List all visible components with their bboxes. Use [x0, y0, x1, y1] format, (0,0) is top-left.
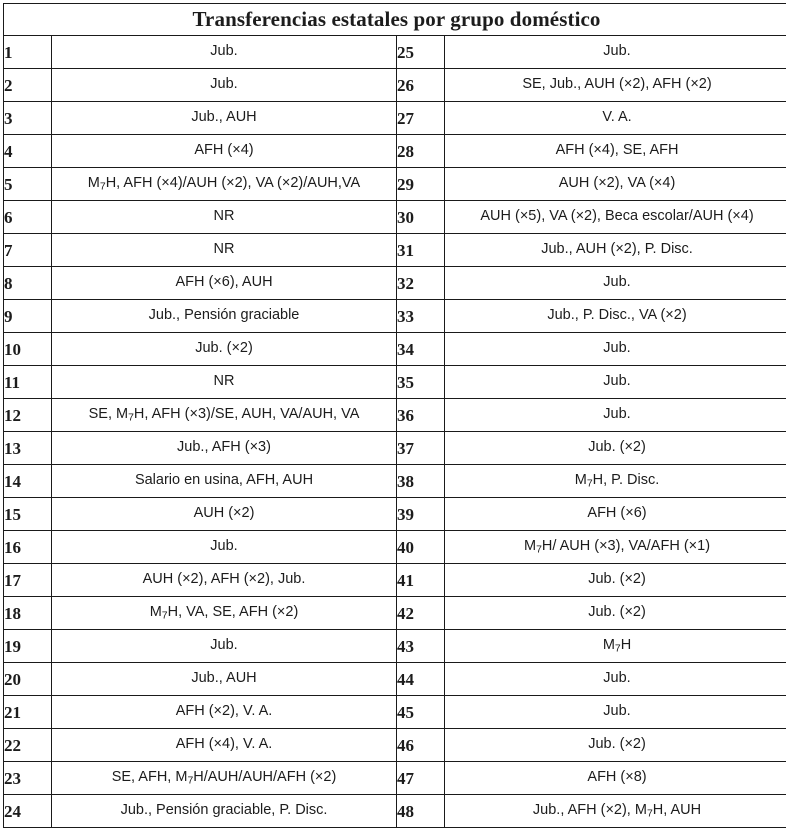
row-transfers-value: Jub.: [52, 36, 397, 69]
row-transfers-value: AFH (×4): [52, 135, 397, 168]
row-index: 18: [4, 597, 52, 630]
table-row: [4, 795, 786, 828]
table-row: [4, 135, 786, 168]
row-index: 33: [397, 300, 445, 333]
row-transfers-value: Jub.: [445, 663, 786, 696]
row-index: 22: [4, 729, 52, 762]
row-index: 24: [4, 795, 52, 828]
table-row: [4, 762, 786, 795]
row-index: 44: [397, 663, 445, 696]
table-row: [4, 597, 786, 630]
table-row: [4, 531, 786, 564]
row-index: 5: [4, 168, 52, 201]
row-index: 8: [4, 267, 52, 300]
row-index: 6: [4, 201, 52, 234]
row-transfers-value: Jub.: [445, 36, 786, 69]
table-row: [4, 729, 786, 762]
table-title-row: [4, 4, 786, 36]
row-transfers-value: Jub. (×2): [445, 729, 786, 762]
row-index: 19: [4, 630, 52, 663]
row-transfers-value: SE, AFH, $M_7H/AUH/AUH$/AFH (×2): [52, 762, 397, 795]
table-row: [4, 168, 786, 201]
row-transfers-value: Jub.: [445, 696, 786, 729]
row-transfers-value: Jub. (×2): [445, 564, 786, 597]
table-row: [4, 102, 786, 135]
row-index: 32: [397, 267, 445, 300]
row-transfers-value: NR: [52, 366, 397, 399]
row-index: 2: [4, 69, 52, 102]
row-index: 34: [397, 333, 445, 366]
row-index: 27: [397, 102, 445, 135]
row-transfers-value: $M_7H/$ AUH (×3), VA/AFH (×1): [445, 531, 786, 564]
row-index: 31: [397, 234, 445, 267]
row-transfers-value: Salario en usina, AFH, AUH: [52, 465, 397, 498]
row-index: 20: [4, 663, 52, 696]
row-transfers-value: $M_7H$, P. Disc.: [445, 465, 786, 498]
row-transfers-value: AUH (×2), VA (×4): [445, 168, 786, 201]
row-transfers-value: Jub., Pensión graciable, P. Disc.: [52, 795, 397, 828]
row-transfers-value: AFH (×6), AUH: [52, 267, 397, 300]
table-row: [4, 465, 786, 498]
table-row: [4, 234, 786, 267]
row-transfers-value: AUH (×5), VA (×2), Beca escolar/AUH (×4): [445, 201, 786, 234]
table-row: [4, 399, 786, 432]
table-row: [4, 333, 786, 366]
row-transfers-value: NR: [52, 201, 397, 234]
row-transfers-value: V. A.: [445, 102, 786, 135]
row-index: 29: [397, 168, 445, 201]
row-transfers-value: Jub., P. Disc., VA (×2): [445, 300, 786, 333]
row-transfers-value: Jub.: [52, 531, 397, 564]
row-transfers-value: AFH (×8): [445, 762, 786, 795]
table-row: [4, 696, 786, 729]
row-transfers-value: Jub. (×2): [445, 432, 786, 465]
row-index: 16: [4, 531, 52, 564]
row-index: 48: [397, 795, 445, 828]
page-title: Transferencias estatales por grupo doméstico: [4, 4, 786, 36]
row-index: 23: [4, 762, 52, 795]
row-index: 47: [397, 762, 445, 795]
table-row: [4, 267, 786, 300]
table-row: [4, 432, 786, 465]
row-transfers-value: Jub.: [445, 399, 786, 432]
row-index: 46: [397, 729, 445, 762]
row-index: 42: [397, 597, 445, 630]
row-index: 10: [4, 333, 52, 366]
row-transfers-value: SE, Jub., AUH (×2), AFH (×2): [445, 69, 786, 102]
row-index: 26: [397, 69, 445, 102]
row-index: 7: [4, 234, 52, 267]
row-transfers-value: Jub., Pensión graciable: [52, 300, 397, 333]
transfers-table: [3, 3, 786, 828]
row-index: 11: [4, 366, 52, 399]
row-transfers-value: Jub., AFH (×3): [52, 432, 397, 465]
table-row: [4, 69, 786, 102]
row-index: 15: [4, 498, 52, 531]
row-index: 43: [397, 630, 445, 663]
row-index: 41: [397, 564, 445, 597]
row-index: 36: [397, 399, 445, 432]
table-row: [4, 498, 786, 531]
row-index: 39: [397, 498, 445, 531]
table-row: [4, 201, 786, 234]
row-transfers-value: Jub.: [52, 630, 397, 663]
row-transfers-value: SE, $M_7H$, AFH (×3)/SE, AUH, VA/AUH, VA: [52, 399, 397, 432]
row-index: 35: [397, 366, 445, 399]
row-transfers-value: AFH (×4), SE, AFH: [445, 135, 786, 168]
row-index: 21: [4, 696, 52, 729]
row-index: 12: [4, 399, 52, 432]
row-transfers-value: Jub., AUH (×2), P. Disc.: [445, 234, 786, 267]
row-transfers-value: AUH (×2), AFH (×2), Jub.: [52, 564, 397, 597]
row-index: 13: [4, 432, 52, 465]
row-index: 37: [397, 432, 445, 465]
row-transfers-value: NR: [52, 234, 397, 267]
row-transfers-value: Jub.: [445, 267, 786, 300]
row-transfers-value: Jub., AFH (×2), $M_7H$, AUH: [445, 795, 786, 828]
row-index: 38: [397, 465, 445, 498]
table-row: [4, 564, 786, 597]
row-index: 3: [4, 102, 52, 135]
table-row: [4, 366, 786, 399]
row-transfers-value: AFH (×6): [445, 498, 786, 531]
table-row: [4, 630, 786, 663]
row-transfers-value: $M_7H$, AFH (×4)/AUH (×2), VA (×2)/AUH,VA: [52, 168, 397, 201]
table-row: [4, 300, 786, 333]
row-transfers-value: Jub.: [52, 69, 397, 102]
row-transfers-value: $M_7H$: [445, 630, 786, 663]
row-transfers-value: Jub. (×2): [52, 333, 397, 366]
row-index: 28: [397, 135, 445, 168]
row-transfers-value: AUH (×2): [52, 498, 397, 531]
row-transfers-value: Jub.: [445, 333, 786, 366]
table-row: [4, 36, 786, 69]
row-transfers-value: $M_7H$, VA, SE, AFH (×2): [52, 597, 397, 630]
row-transfers-value: AFH (×2), V. A.: [52, 696, 397, 729]
row-transfers-value: Jub., AUH: [52, 663, 397, 696]
row-index: 40: [397, 531, 445, 564]
row-transfers-value: AFH (×4), V. A.: [52, 729, 397, 762]
row-index: 4: [4, 135, 52, 168]
row-index: 9: [4, 300, 52, 333]
row-index: 17: [4, 564, 52, 597]
row-index: 25: [397, 36, 445, 69]
table-row: [4, 663, 786, 696]
row-index: 45: [397, 696, 445, 729]
row-index: 14: [4, 465, 52, 498]
row-transfers-value: Jub. (×2): [445, 597, 786, 630]
row-index: 1: [4, 36, 52, 69]
row-transfers-value: Jub.: [445, 366, 786, 399]
row-index: 30: [397, 201, 445, 234]
row-transfers-value: Jub., AUH: [52, 102, 397, 135]
